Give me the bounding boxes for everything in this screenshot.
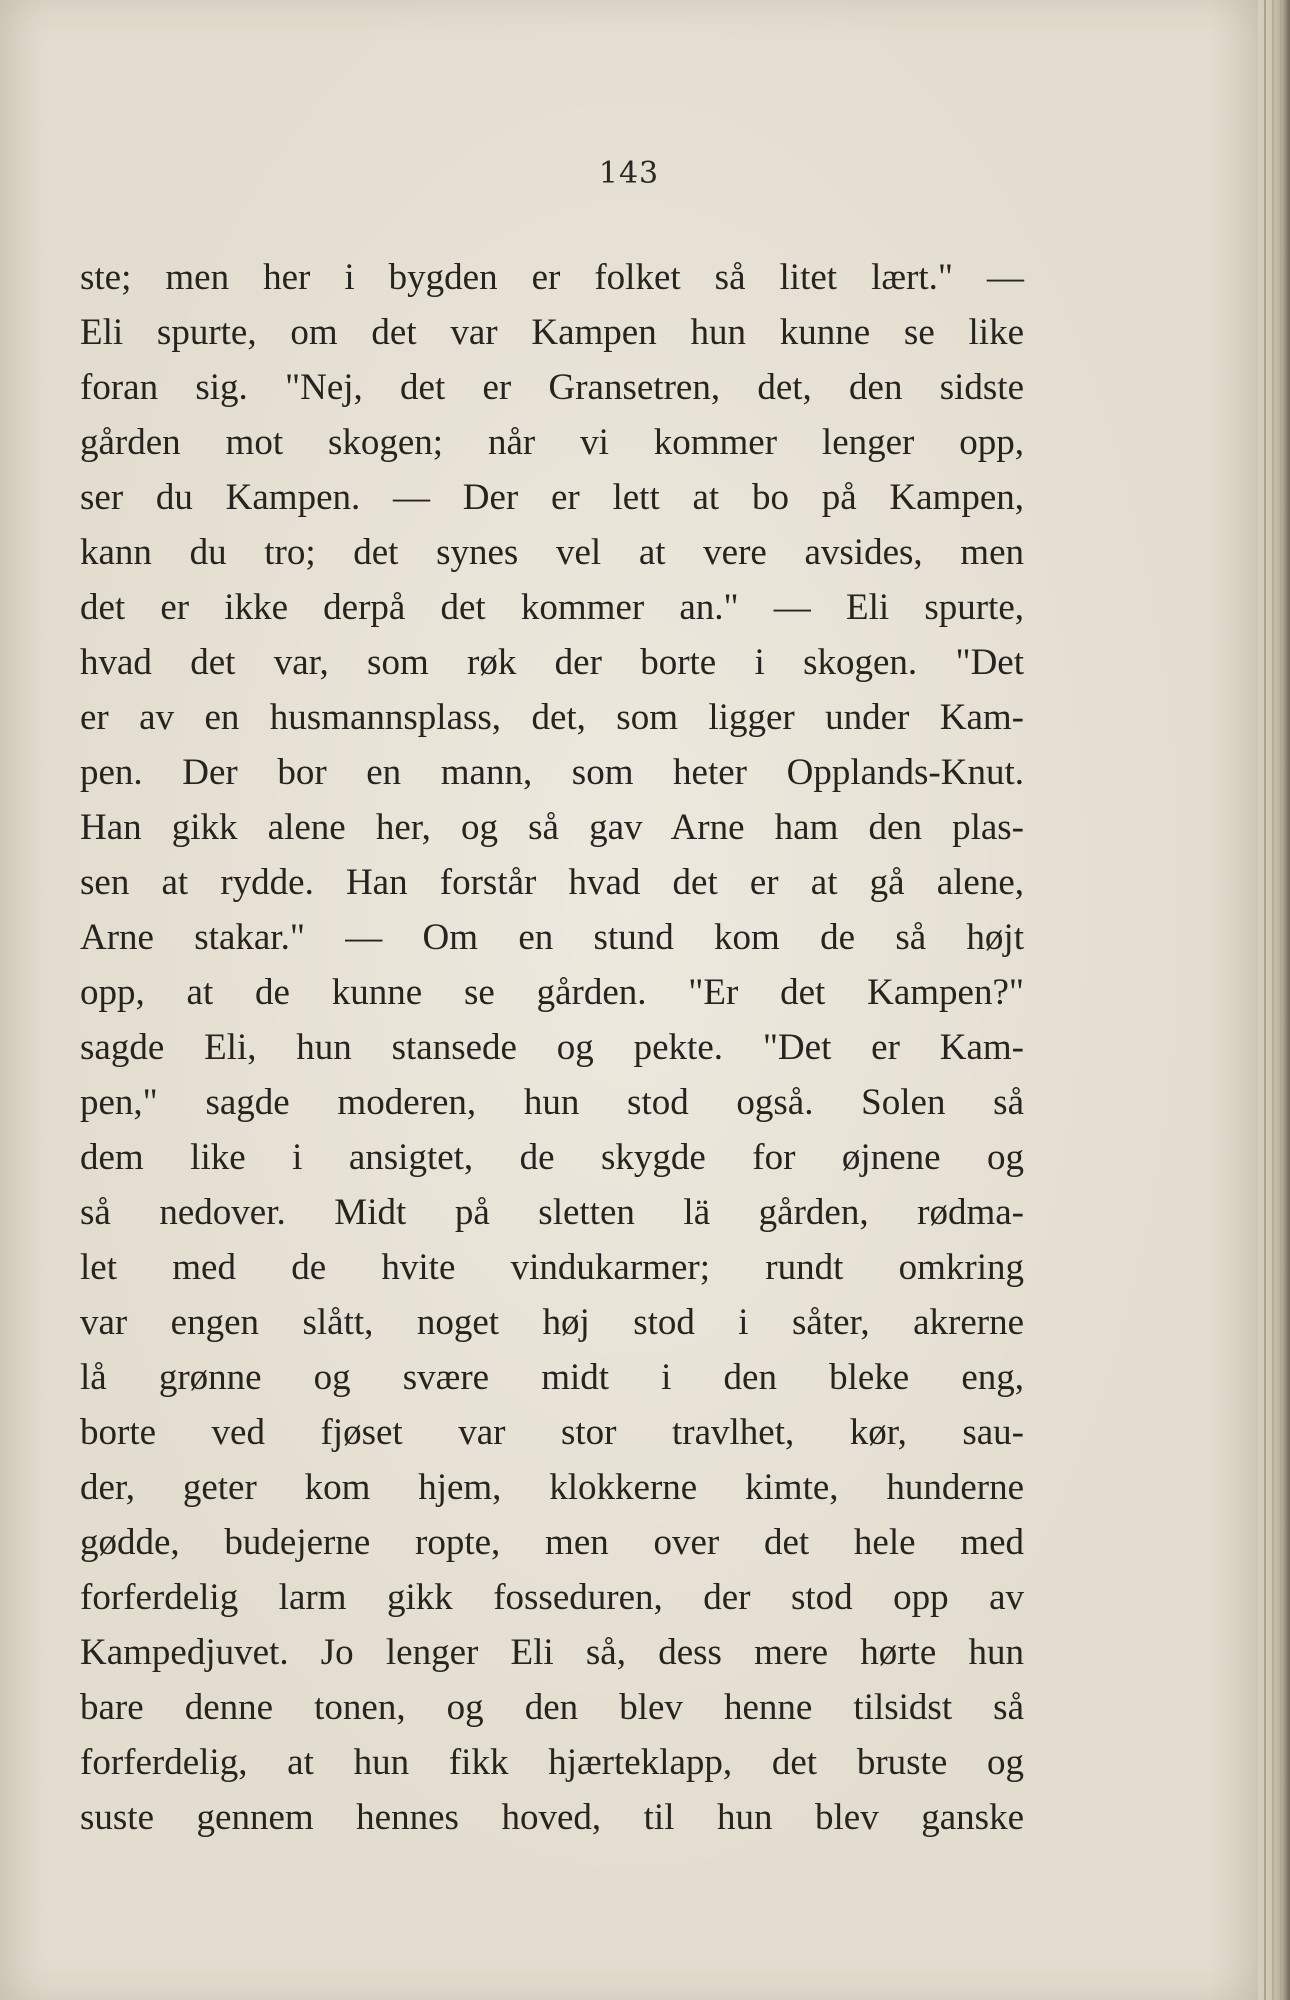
- text-line: forferdelig, at hun fikk hjærteklapp, det bruste og: [80, 1742, 1024, 1783]
- text-line: pen," sagde moderen, hun stod også. Solen så: [80, 1082, 1024, 1123]
- text-line: er av en husmannsplass, det, som ligger under Kam-: [80, 697, 1024, 738]
- text-line: opp, at de kunne se gården. "Er det Kampen?": [80, 972, 1024, 1013]
- body-text: [80, 250, 1024, 1845]
- text-line: lå grønne og svære midt i den bleke eng,: [80, 1357, 1024, 1398]
- text-line: pen. Der bor en mann, som heter Opplands-Knut.: [80, 752, 1024, 793]
- text-line: så nedover. Midt på sletten lä gården, rødma-: [80, 1192, 1024, 1233]
- page-edge-line: [1264, 0, 1266, 2000]
- text-line: borte ved fjøset var stor travlhet, kør, sau-: [80, 1412, 1024, 1453]
- text-line: sen at rydde. Han forstår hvad det er at gå alene,: [80, 862, 1024, 903]
- text-line: kann du tro; det synes vel at vere avsides, men: [80, 532, 1024, 573]
- text-line: Kampedjuvet. Jo lenger Eli så, dess mere hørte hun: [80, 1632, 1024, 1673]
- text-line: sagde Eli, hun stansede og pekte. "Det er Kam-: [80, 1027, 1024, 1068]
- text-line: ste; men her i bygden er folket så litet lært." —: [80, 257, 1024, 298]
- text-line: dem like i ansigtet, de skygde for øjnene og: [80, 1137, 1024, 1178]
- text-line: gården mot skogen; når vi kommer lenger opp,: [80, 422, 1024, 463]
- text-line: foran sig. "Nej, det er Gransetren, det, den sidste: [80, 367, 1024, 408]
- text-line: det er ikke derpå det kommer an." — Eli spurte,: [80, 587, 1024, 628]
- text-line: let med de hvite vindukarmer; rundt omkring: [80, 1247, 1024, 1288]
- text-line: ser du Kampen. — Der er lett at bo på Kampen,: [80, 477, 1024, 518]
- text-line: Arne stakar." — Om en stund kom de så højt: [80, 917, 1024, 958]
- page-edge-line: [1280, 0, 1282, 2000]
- page-number: 143: [598, 156, 660, 191]
- text-line: suste gennem hennes hoved, til hun blev ganske: [80, 1797, 1024, 1838]
- text-line: var engen slått, noget høj stod i såter, akrerne: [80, 1302, 1024, 1343]
- page-edge-line: [1272, 0, 1274, 2000]
- text-line: hvad det var, som røk der borte i skogen. "Det: [80, 642, 1024, 683]
- text-line: forferdelig larm gikk fosseduren, der stod opp av: [80, 1577, 1024, 1618]
- text-line: gødde, budejerne ropte, men over det hele med: [80, 1522, 1024, 1563]
- page-edge: [1258, 0, 1290, 2000]
- text-line: Han gikk alene her, og så gav Arne ham den plas-: [80, 807, 1024, 848]
- text-line: Eli spurte, om det var Kampen hun kunne se like: [80, 312, 1024, 353]
- text-line: bare denne tonen, og den blev henne tilsidst så: [80, 1687, 1024, 1728]
- text-line: der, geter kom hjem, klokkerne kimte, hunderne: [80, 1467, 1024, 1508]
